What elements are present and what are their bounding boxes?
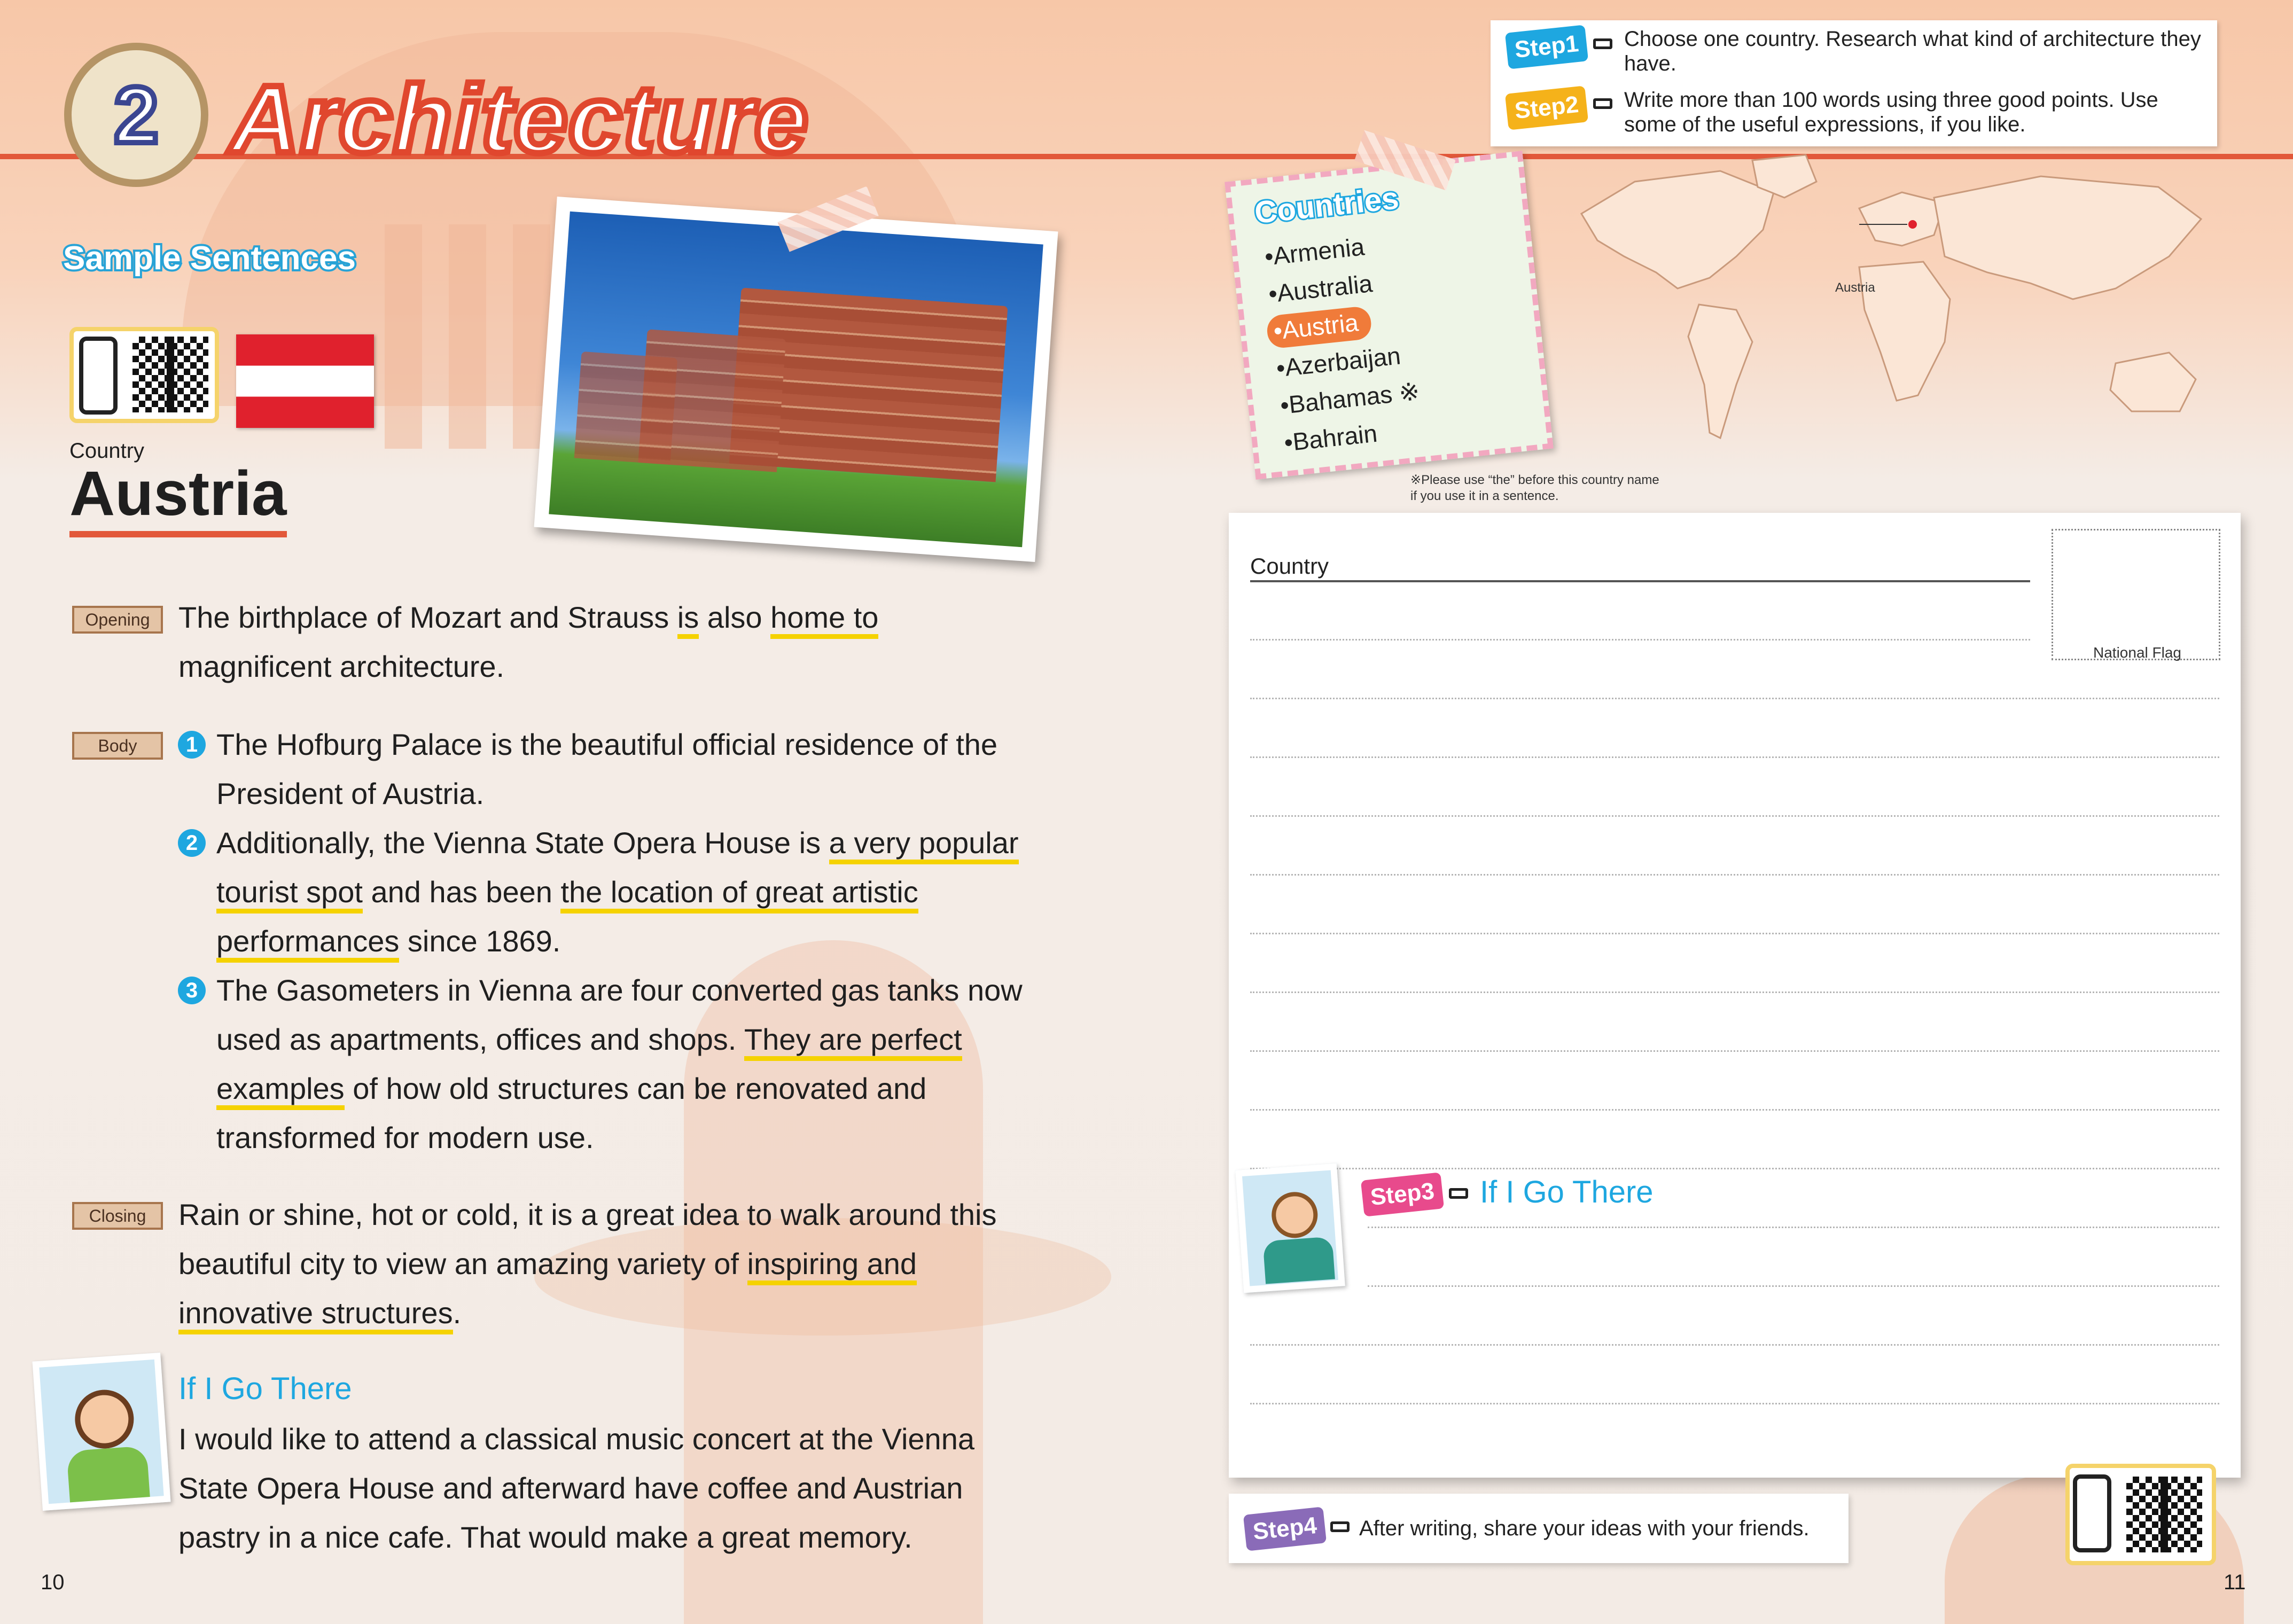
step1-text: Choose one country. Research what kind of architecture they have. xyxy=(1624,27,2201,75)
chapter-number: 2 xyxy=(114,69,159,160)
traveler-shirt xyxy=(1263,1237,1335,1284)
qr-code-icon[interactable] xyxy=(2126,1477,2202,1552)
step3-heading: If I Go There xyxy=(1480,1175,1654,1209)
the-note: ※Please use “the” before this country name if you use it in a sentence. xyxy=(1410,473,1659,503)
body-text: and has been xyxy=(362,875,561,909)
country-option[interactable]: •Australia xyxy=(1267,269,1374,308)
highlight: home to xyxy=(770,600,878,639)
writing-line[interactable] xyxy=(1250,815,2219,817)
number-badge: 3 xyxy=(178,977,206,1004)
opening-text: also xyxy=(699,600,771,634)
writing-line[interactable] xyxy=(1368,1285,2219,1287)
country-option[interactable]: •Bahamas ※ xyxy=(1278,377,1421,420)
writing-line[interactable] xyxy=(1250,756,2219,758)
writing-line[interactable] xyxy=(1250,1050,2219,1052)
plug-icon xyxy=(1593,98,1612,109)
asia xyxy=(1934,176,2201,299)
plug-icon xyxy=(1593,38,1612,49)
writing-line[interactable] xyxy=(1250,874,2219,876)
writing-line[interactable] xyxy=(1250,639,2030,641)
number-badge: 2 xyxy=(178,829,206,857)
highlight: the location of great artistic performances xyxy=(216,875,918,963)
country-option[interactable]: •Armenia xyxy=(1263,232,1366,271)
countries-title: Countries xyxy=(1253,181,1401,231)
highlight: They are perfect examples xyxy=(216,1022,962,1110)
highlight: is xyxy=(677,600,699,639)
body-text: since 1869. xyxy=(399,924,561,958)
opening-tag: Opening xyxy=(72,606,163,634)
highlight: inspiring and innovative structures xyxy=(178,1247,917,1334)
page-number-left: 10 xyxy=(41,1571,65,1594)
writing-line[interactable] xyxy=(1250,1403,2219,1404)
opening-text: magnificent architecture. xyxy=(178,650,505,683)
closing-text: . xyxy=(453,1296,462,1330)
body-text: The Hofburg Palace is the beautiful official residence of the President of Austria. xyxy=(216,728,998,810)
number-badge: 1 xyxy=(178,731,206,759)
body-tag: Body xyxy=(72,732,163,760)
step4-box xyxy=(1229,1494,1849,1563)
australia xyxy=(2110,353,2196,411)
traveler-shirt xyxy=(66,1446,150,1502)
gasometer-image xyxy=(549,212,1043,548)
if-i-go-there-text: I would like to attend a classical music concert at the Vienna State Opera House and afterward have coffee and Austrian pastry in a nice cafe. That would make a great memory. xyxy=(178,1422,974,1554)
step3-illustration xyxy=(1235,1164,1345,1293)
steps-box xyxy=(1491,20,2217,146)
body-point-2 xyxy=(185,818,1028,966)
step2-text: Write more than 100 words using three good points. Use some of the useful expressions, if you like. xyxy=(1624,88,2158,136)
smartphone-icon xyxy=(2073,1474,2111,1552)
national-flag-box[interactable] xyxy=(2052,529,2220,660)
opening-paragraph xyxy=(178,593,1012,691)
sheet-country-label: Country xyxy=(1250,553,1329,579)
country-name: Austria xyxy=(69,457,287,537)
writing-line[interactable] xyxy=(1250,698,2219,699)
closing-tag: Closing xyxy=(72,1202,163,1230)
highlight: a very popular tourist spot xyxy=(216,826,1019,914)
closing-paragraph xyxy=(178,1190,1012,1338)
austria-marker xyxy=(1908,220,1917,229)
body-text: The Gasometers in Vienna are four converted gas tanks now used as apartments, offices and shops. xyxy=(216,973,1023,1056)
step2-tag: Step2 xyxy=(1505,85,1588,130)
map-austria-label: Austria xyxy=(1835,280,1875,295)
opening-text: The birthplace of Mozart and Strauss xyxy=(178,600,677,634)
country-label: Country xyxy=(69,439,145,463)
writing-line[interactable] xyxy=(1368,1227,2219,1228)
sample-sentences-label: Sample Sentences xyxy=(63,240,356,277)
chapter-title: Architecture xyxy=(230,66,809,173)
writing-line[interactable] xyxy=(1250,933,2219,934)
countries-card xyxy=(1225,151,1553,479)
gasometer-tower xyxy=(574,352,678,465)
south-america xyxy=(1688,304,1752,438)
writing-line[interactable] xyxy=(1250,1168,2219,1169)
smartphone-icon xyxy=(79,337,118,415)
plug-icon xyxy=(1330,1521,1350,1532)
page-number-right: 11 xyxy=(2224,1571,2246,1594)
country-option[interactable]: •Azerbaijan xyxy=(1275,341,1402,382)
qr-code-icon[interactable] xyxy=(132,337,208,412)
austria-flag xyxy=(236,334,374,428)
country-option[interactable]: •Bahrain xyxy=(1283,419,1379,457)
step3-tag: Step3 xyxy=(1361,1172,1444,1216)
chapter-badge xyxy=(64,43,208,187)
national-flag-label: National Flag xyxy=(2093,644,2181,661)
body-point-1 xyxy=(185,720,1028,818)
gasometer-photo xyxy=(534,197,1058,562)
writing-sheet[interactable] xyxy=(1229,513,2241,1478)
step4-text: After writing, share your ideas with your friends. xyxy=(1359,1517,1810,1540)
writing-line[interactable] xyxy=(1250,991,2219,993)
step4-tag: Step4 xyxy=(1243,1506,1327,1551)
closing-text: Rain or shine, hot or cold, it is a great idea to walk around this beautiful city to view an amazing variety of xyxy=(178,1198,997,1281)
body-text: Additionally, the Vienna State Opera House is xyxy=(216,826,829,860)
north-america xyxy=(1581,171,1774,288)
traveler-face xyxy=(73,1388,136,1450)
country-answer-line[interactable] xyxy=(1250,580,2030,582)
country-option-selected[interactable]: •Austria xyxy=(1266,306,1373,349)
writing-line[interactable] xyxy=(1250,1344,2219,1346)
world-map xyxy=(1560,150,2276,491)
traveler-face xyxy=(1270,1190,1319,1239)
traveler-illustration xyxy=(33,1353,171,1511)
if-i-go-there-heading: If I Go There xyxy=(178,1371,352,1406)
step1-tag: Step1 xyxy=(1505,25,1588,69)
plug-icon xyxy=(1449,1188,1468,1199)
writing-line[interactable] xyxy=(1250,1109,2219,1111)
europe xyxy=(1859,192,1945,246)
body-point-3 xyxy=(185,966,1028,1162)
body-text: of how old structures can be renovated and transformed for modern use. xyxy=(216,1072,927,1154)
